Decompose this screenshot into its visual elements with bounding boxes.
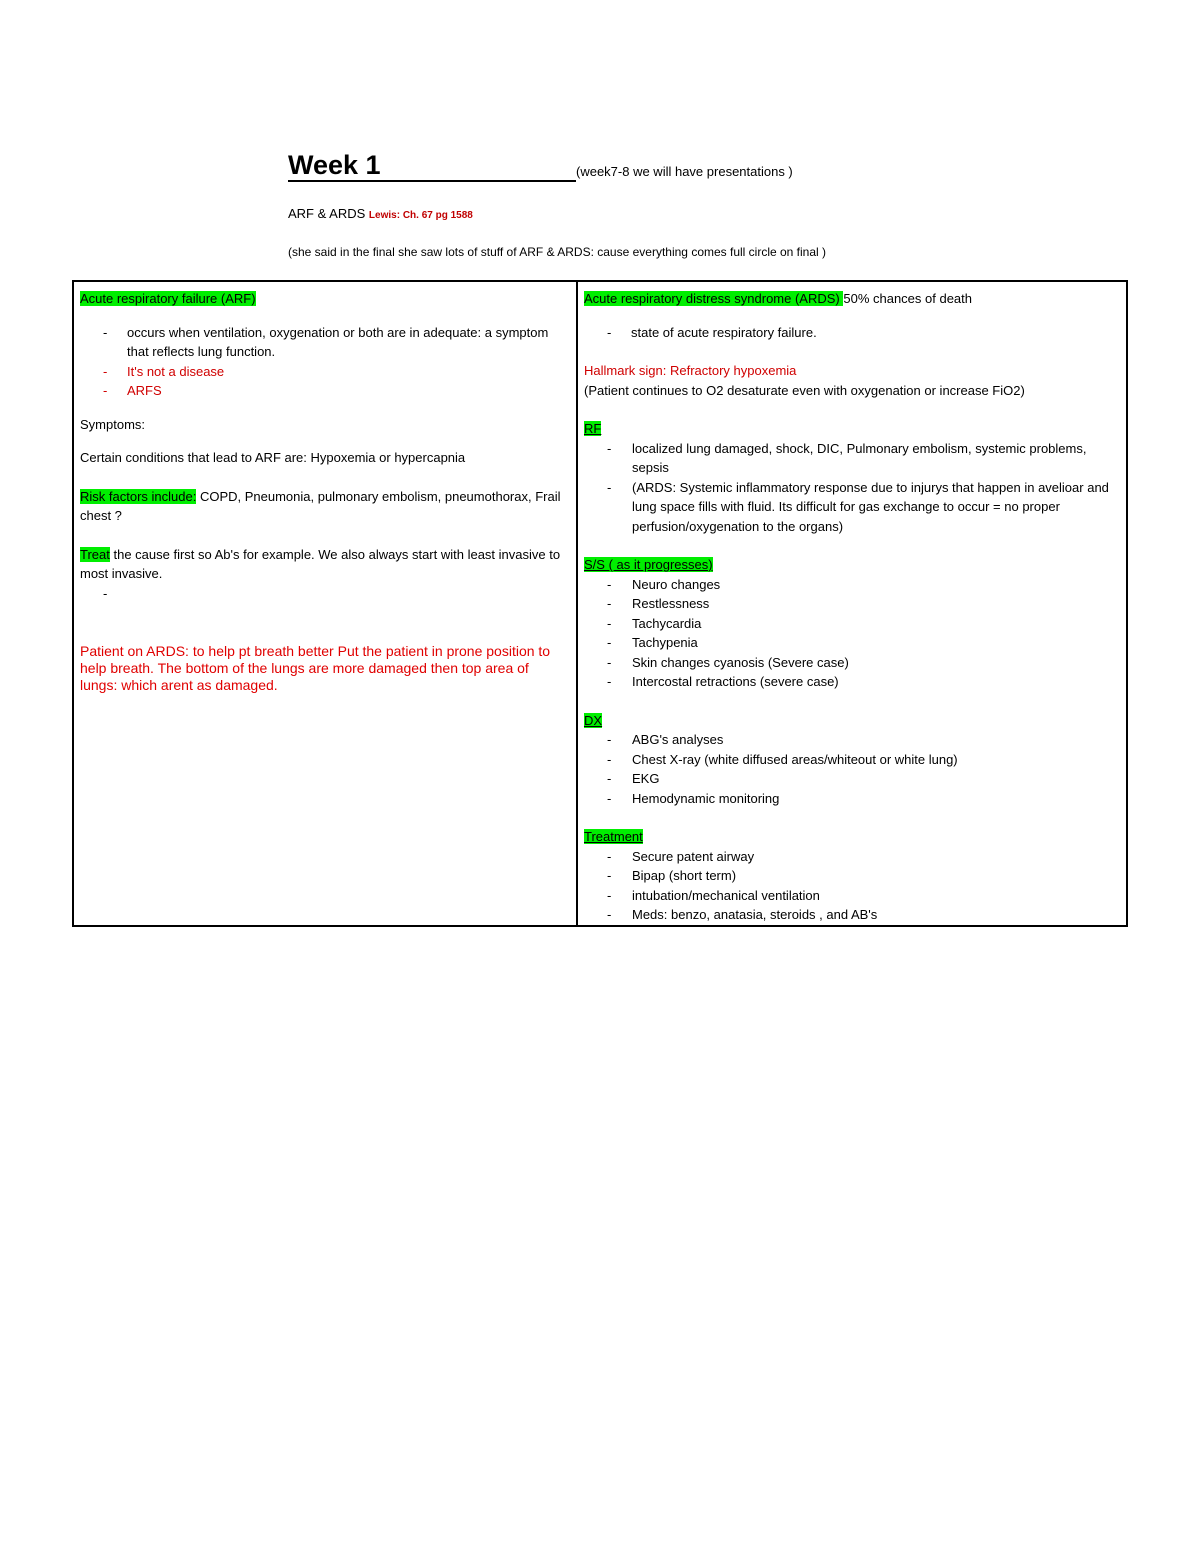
dx-label: DX — [584, 712, 603, 728]
list-item: - (ARDS: Systemic inflammatory response due to injurys that happen in avelioar and lung space fills with fluid. Its difficult for gas exchange to occur = no proper perfusion/oxygenation to the organs) — [584, 478, 1120, 537]
list-item: - Secure patent airway — [584, 847, 1120, 867]
list-item — [80, 584, 570, 604]
list-item: - Restlessness — [584, 594, 1120, 614]
ards-column — [577, 281, 1127, 926]
topic-reference: Lewis: Ch. 67 pg 1588 — [368, 210, 473, 221]
final-note: (she said in the final she saw lots of stuff of ARF & ARDS: cause everything comes full circle on final ) — [288, 245, 827, 259]
arf-column — [73, 281, 577, 926]
arf-heading: Acute respiratory failure (ARF) — [80, 291, 256, 306]
prone-note: Patient on ARDS: to help pt breath better Put the patient in prone position to help breath. The bottom of the lungs are more damaged then top area of lungs: which arent as damaged. — [80, 643, 551, 693]
risk-factors — [80, 487, 570, 526]
topic-text: ARF & ARDS — [288, 206, 366, 221]
treat-label: Treat — [80, 546, 110, 562]
list-item: - state of acute respiratory failure. — [584, 323, 1120, 343]
risk-factors-text: COPD, Pneumonia, pulmonary embolism, pneumothorax, Frail chest ? — [80, 488, 561, 523]
notes-table — [72, 280, 1128, 927]
list-item: - Neuro changes — [584, 575, 1120, 595]
hallmark-sign: Hallmark sign: Refractory hypoxemia — [584, 363, 797, 378]
topic-line — [288, 204, 1148, 226]
rf-list — [584, 439, 1120, 537]
list-item: - Intercostal retractions (severe case) — [584, 672, 1120, 692]
ss-list — [584, 575, 1120, 692]
list-item: - Tachycardia — [584, 614, 1120, 634]
list-item: - intubation/mechanical ventilation — [584, 886, 1120, 906]
ards-intro — [584, 323, 1120, 343]
list-item: - ABG's analyses — [584, 730, 1120, 750]
treatment-list — [584, 847, 1120, 925]
list-item: - Tachypenia — [584, 633, 1120, 653]
list-item: - Meds: benzo, anatasia, steroids , and AB's — [584, 905, 1120, 925]
page-title: Week 1 — [288, 150, 576, 182]
list-item: - Bipap (short term) — [584, 866, 1120, 886]
treat-paragraph — [80, 545, 570, 584]
arf-bullets — [80, 323, 570, 401]
title-line — [288, 150, 1148, 182]
ards-heading-line — [584, 289, 1120, 309]
ards-mortality: 50% chances of death — [843, 291, 973, 306]
rf-label: RF — [584, 421, 602, 436]
risk-factors-label: Risk factors include: — [80, 488, 197, 504]
hallmark-note: (Patient continues to O2 desaturate even with oxygenation or increase FiO2) — [584, 382, 1025, 398]
list-item: - EKG — [584, 769, 1120, 789]
list-item: - occurs when ventilation, oxygenation or both are in adequate: a symptom that reflects lung function. — [80, 323, 570, 362]
list-item: - Hemodynamic monitoring — [584, 789, 1120, 809]
treat-text: the cause first so Ab's for example. We also always start with least invasive to most invasive. — [80, 546, 561, 581]
treat-bullets — [80, 584, 570, 604]
ss-label: S/S ( as it progresses) — [584, 557, 713, 572]
list-item: - It's not a disease — [80, 362, 570, 382]
dx-list — [584, 730, 1120, 808]
list-item: - Skin changes cyanosis (Severe case) — [584, 653, 1120, 673]
title-subnote: (week7-8 we will have presentations ) — [576, 163, 793, 179]
treatment-label: Treatment — [584, 829, 643, 844]
list-item: - ARFS — [80, 381, 570, 401]
list-item: - localized lung damaged, shock, DIC, Pulmonary embolism, systemic problems, sepsis — [584, 439, 1120, 478]
conditions-text: Certain conditions that lead to ARF are: Hypoxemia or hypercapnia — [80, 450, 466, 465]
list-item: - Chest X-ray (white diffused areas/whiteout or white lung) — [584, 750, 1120, 770]
ards-heading: Acute respiratory distress syndrome (ARDS) — [584, 291, 844, 306]
symptoms-label: Symptoms: — [80, 416, 146, 432]
